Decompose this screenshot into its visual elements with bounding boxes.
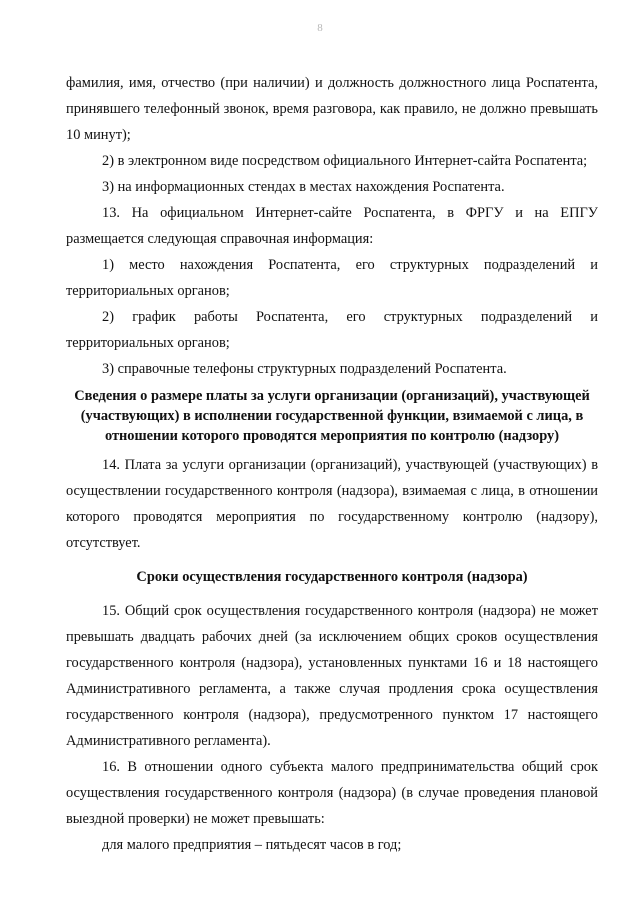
- section-heading-terms: Сроки осуществления государственного контроля (надзора): [136, 569, 528, 585]
- paragraph-stands: 3) на информационных стендах в местах нахождения Роспатента.: [102, 179, 505, 195]
- paragraph-schedule: 2) график работы Роспатента, его структурных подразделений и территориальных органов;: [66, 309, 598, 351]
- paragraph-small-enterprise: для малого предприятия – пятьдесят часов в год;: [102, 837, 402, 853]
- paragraph-16: 16. В отношении одного субъекта малого предпринимательства общий срок осуществления государственного контроля (надзора) (в случае проведения плановой выездной проверки) не может превышать:: [66, 759, 598, 827]
- paragraph-14: 14. Плата за услуги организации (организаций), участвующей (участвующих) в осуществлении государственного контроля (надзора), взимаемая с лица, в отношении которого проводятся мероприятия по государственному контролю (надзору), отсутствует.: [66, 457, 598, 551]
- page-number: 8: [317, 22, 323, 34]
- section-heading-fees: Сведения о размере платы за услуги организации (организаций), участвующей (участвующих) в исполнении государственной функции, взимаемой с лица, в отношении которого проводятся мероприятия по контролю (надзору): [74, 388, 590, 444]
- paragraph-phones: 3) справочные телефоны структурных подразделений Роспатента.: [102, 361, 507, 377]
- paragraph-contact-details: фамилия, имя, отчество (при наличии) и должность должностного лица Роспатента, принявшего телефонный звонок, время разговора, как правило, не должно превышать 10 минут);: [66, 75, 598, 143]
- document-body: [66, 70, 598, 858]
- paragraph-location: 1) место нахождения Роспатента, его структурных подразделений и территориальных органов;: [66, 257, 598, 299]
- paragraph-13: 13. На официальном Интернет-сайте Роспатента, в ФРГУ и на ЕПГУ размещается следующая справочная информация:: [66, 205, 598, 247]
- paragraph-electronic: 2) в электронном виде посредством официального Интернет-сайта Роспатента;: [102, 153, 588, 169]
- paragraph-15: 15. Общий срок осуществления государственного контроля (надзора) не может превышать двадцать рабочих дней (за исключением общих сроков осуществления государственного контроля (надзора), установленных пунктами 16 и 18 настоящего Административного регламента, а также случая продления срока осуществления государственного контроля (надзора), предусмотренного пунктом 17 настоящего Административного регламента).: [66, 603, 598, 749]
